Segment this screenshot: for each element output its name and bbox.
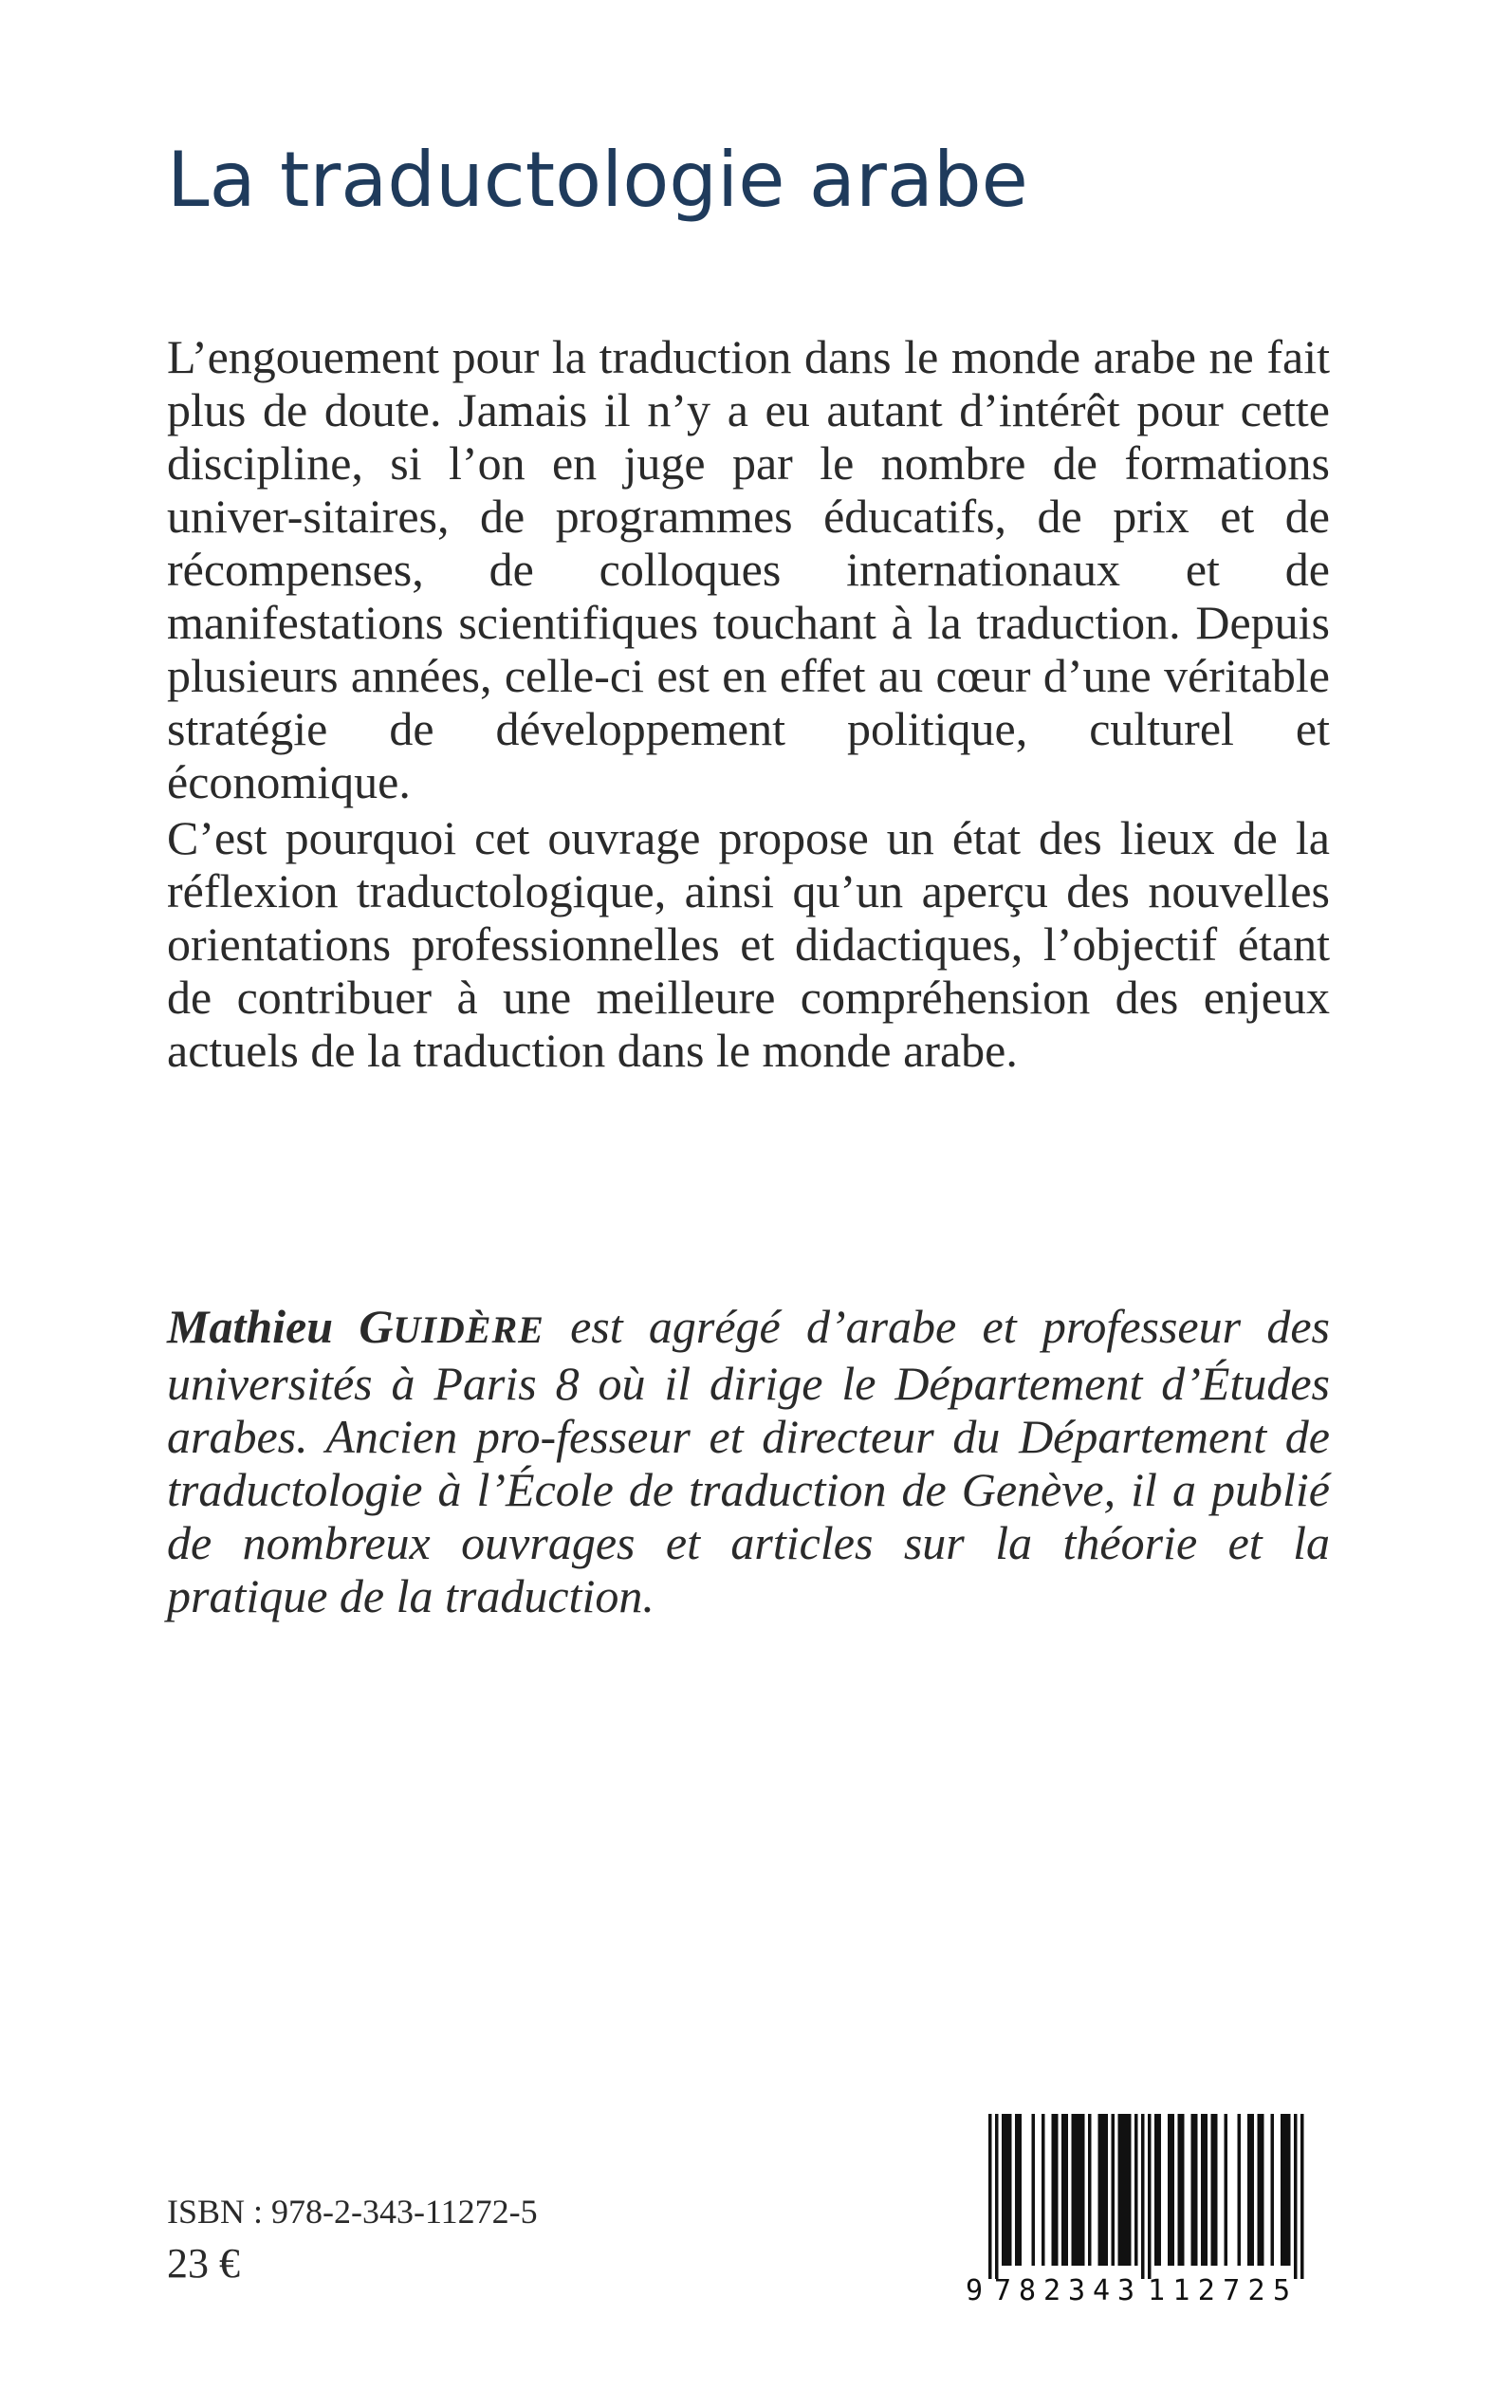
barcode-bar-18: [1098, 2114, 1102, 2266]
barcode-bar-26: [1134, 2114, 1138, 2266]
barcode-bar-47: [1271, 2114, 1275, 2266]
barcode-bar-2: [1002, 2114, 1005, 2266]
barcode-bar-0: [988, 2114, 992, 2279]
barcode-bar-17: [1088, 2114, 1092, 2266]
author-bio-text: est agrégé d’arabe et professeur des universités à Paris 8 où il dirige le Département d’Études arabes. Ancien pro-fesseur et directeur du Département de traductologie à l’École de traduction de Genève, il a publié de nombreux ouvrages et articles sur la théorie et la pratique de la traduction.: [167, 1300, 1330, 1622]
barcode-first-digit: 9: [966, 2274, 984, 2307]
barcode-bar-44: [1251, 2114, 1255, 2266]
barcode-bar-11: [1061, 2114, 1065, 2266]
barcode-bar-41: [1225, 2114, 1228, 2266]
barcode-bar-49: [1284, 2114, 1288, 2266]
barcode-bar-50: [1287, 2114, 1291, 2266]
author-last-name-rest: UIDÈRE: [393, 1308, 544, 1351]
author-bio: [167, 1300, 1330, 1622]
barcode-bar-5: [1015, 2114, 1019, 2266]
barcode-bar-29: [1154, 2114, 1158, 2266]
barcode-bar-52: [1300, 2114, 1304, 2279]
barcode-bar-39: [1211, 2114, 1215, 2266]
barcode-bar-14: [1075, 2114, 1079, 2266]
barcode-bar-51: [1294, 2114, 1298, 2279]
barcode-bar-16: [1081, 2114, 1085, 2266]
barcode-bar-8: [1042, 2114, 1045, 2266]
barcode-bar-27: [1141, 2114, 1145, 2279]
barcode: [960, 2110, 1320, 2307]
barcode-bar-6: [1019, 2114, 1023, 2266]
barcode-bar-30: [1158, 2114, 1162, 2266]
barcode-bar-7: [1032, 2114, 1036, 2266]
barcode-graphic: [960, 2110, 1320, 2307]
barcode-bar-20: [1105, 2114, 1109, 2266]
barcode-bar-48: [1281, 2114, 1284, 2266]
isbn-label: ISBN : 978-2-343-11272-5: [167, 2193, 538, 2231]
barcode-bar-23: [1121, 2114, 1125, 2266]
author-name: [167, 1300, 544, 1353]
barcode-bar-43: [1247, 2114, 1251, 2266]
barcode-bar-34: [1181, 2114, 1185, 2266]
barcode-bar-1: [995, 2114, 999, 2279]
description-paragraph-2: C’est pourquoi cet ouvrage propose un état des lieux de la réflexion traductologique, ainsi qu’un aperçu des nouvelles orientations professionnelles et didactiques, l’objectif étant de contribuer à une meilleure compréhension des enjeux actuels de la traduction dans le monde arabe.: [167, 811, 1330, 1077]
price-label: 23 €: [167, 2240, 240, 2287]
barcode-left-digits: 782343: [994, 2274, 1134, 2307]
barcode-right-digits: 112725: [1148, 2274, 1290, 2307]
barcode-bar-28: [1148, 2114, 1152, 2279]
barcode-bar-10: [1055, 2114, 1059, 2266]
barcode-bar-25: [1128, 2114, 1132, 2266]
barcode-bar-37: [1201, 2114, 1205, 2266]
barcode-bar-31: [1168, 2114, 1171, 2266]
barcode-bar-22: [1118, 2114, 1122, 2266]
book-title: La traductologie arabe: [167, 136, 1028, 224]
barcode-bar-12: [1065, 2114, 1069, 2266]
barcode-bar-21: [1112, 2114, 1116, 2266]
barcode-bar-19: [1101, 2114, 1105, 2266]
barcode-bar-36: [1194, 2114, 1198, 2266]
barcode-bar-35: [1191, 2114, 1195, 2266]
author-last-name-initial: G: [359, 1300, 394, 1353]
barcode-bar-38: [1205, 2114, 1208, 2266]
barcode-bar-24: [1125, 2114, 1129, 2266]
barcode-bar-4: [1008, 2114, 1012, 2266]
barcode-bar-46: [1261, 2114, 1264, 2266]
barcode-bar-9: [1052, 2114, 1056, 2266]
author-first-name: Mathieu: [167, 1300, 334, 1353]
barcode-bar-15: [1079, 2114, 1082, 2266]
barcode-bar-32: [1171, 2114, 1175, 2266]
barcode-bar-45: [1258, 2114, 1262, 2266]
barcode-bar-42: [1238, 2114, 1242, 2266]
barcode-bar-33: [1178, 2114, 1182, 2266]
barcode-bar-3: [1005, 2114, 1009, 2266]
barcode-bar-40: [1214, 2114, 1218, 2266]
barcode-bar-13: [1072, 2114, 1076, 2266]
description-paragraph-1: L’engouement pour la traduction dans le monde arabe ne fait plus de doute. Jamais il n’y a eu autant d’intérêt pour cette discipline, si l’on en juge par le nombre de formations univer-sitaires, de programmes éducatifs, de prix et de récompenses, de colloques internationaux et de manifestations scientifiques touchant à la traduction. Depuis plusieurs années, celle-ci est en effet au cœur d’une véritable stratégie de développement politique, culturel et économique.: [167, 330, 1330, 808]
